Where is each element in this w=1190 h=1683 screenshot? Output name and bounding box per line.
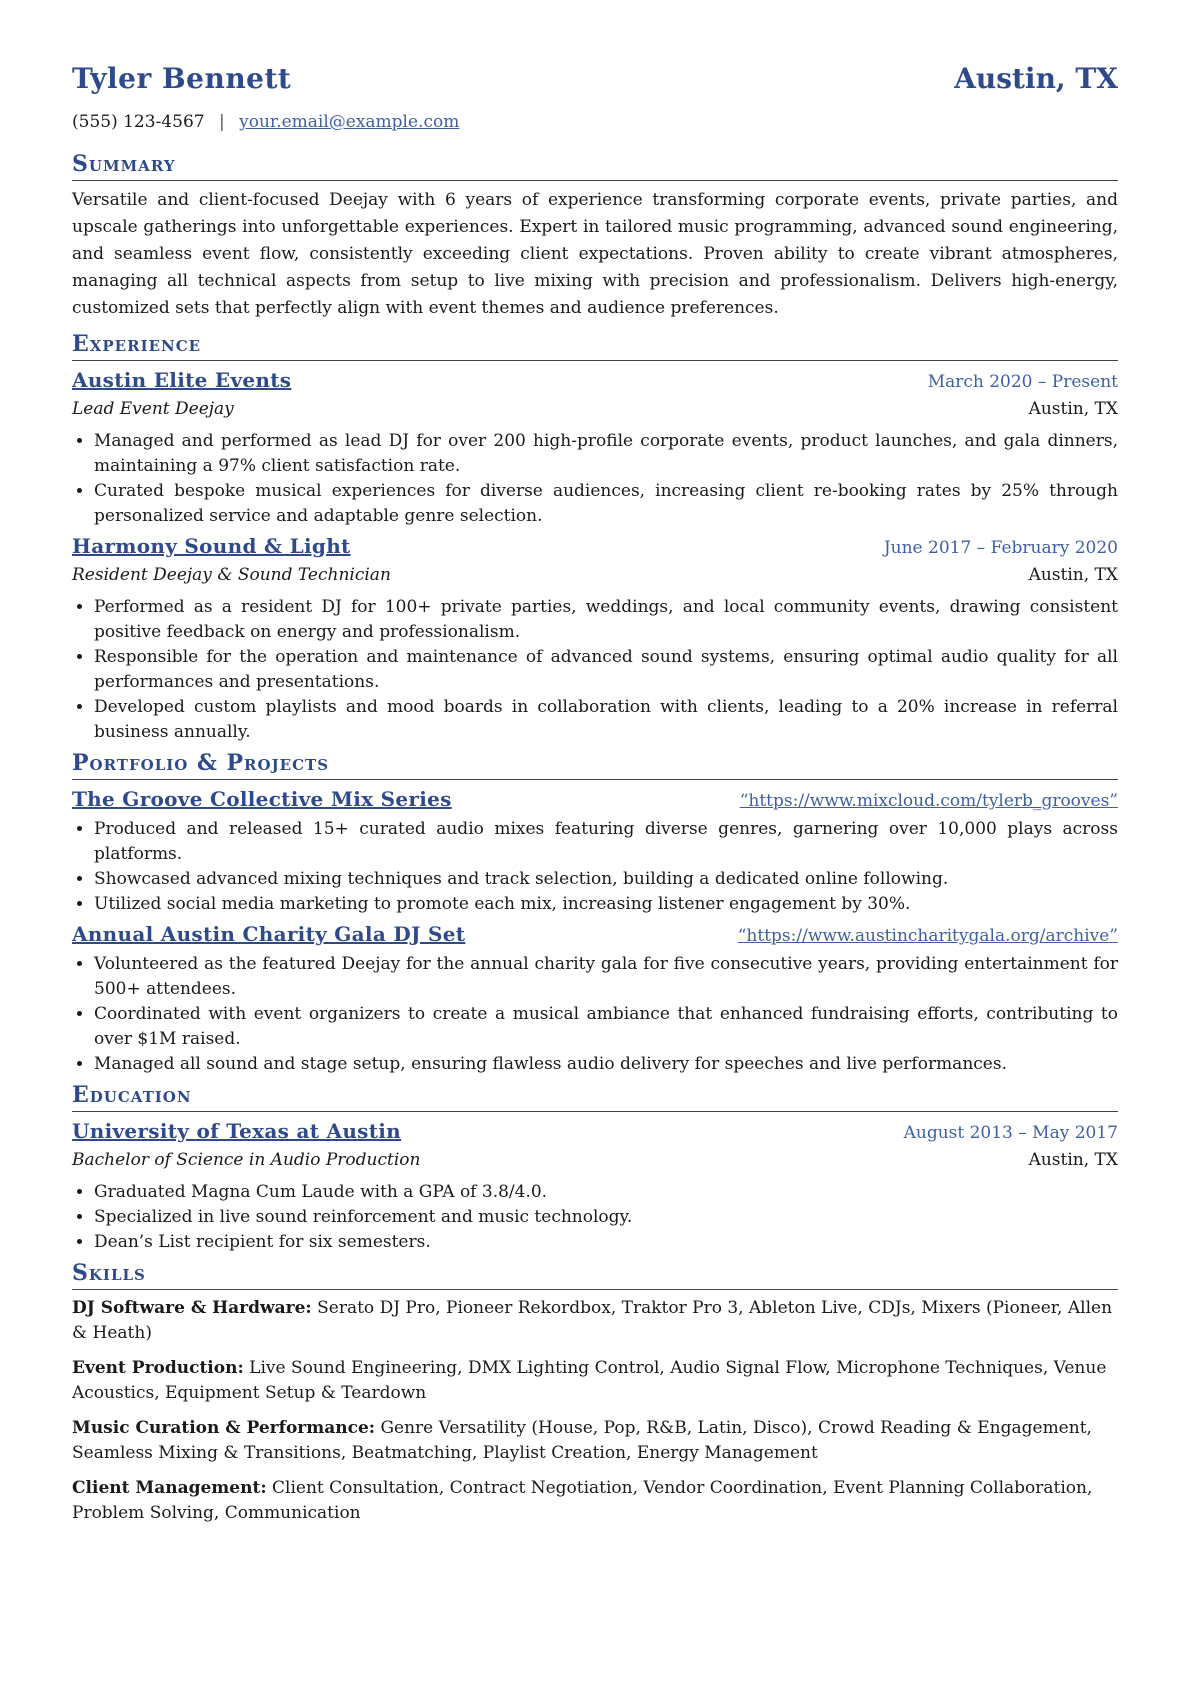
skills-section: [72, 1259, 1118, 1526]
skill-label: DJ Software & Hardware:: [72, 1298, 312, 1318]
skill-values: Serato DJ Pro, Pioneer Rekordbox, Traktor Pro 3, Ableton Live, CDJs, Mixers (Pioneer, Allen & Heath): [72, 1298, 1113, 1343]
degree: Bachelor of Science in Audio Production: [72, 1150, 421, 1170]
project-title[interactable]: The Groove Collective Mix Series: [72, 787, 452, 811]
bullet-list: [72, 952, 1118, 1077]
company-name[interactable]: Harmony Sound & Light: [72, 534, 351, 558]
resume-header: [72, 0, 1118, 150]
experience-entry: [72, 367, 1118, 529]
skill-label: Client Management:: [72, 1478, 267, 1498]
bullet-item: • Produced and released 15+ curated audio mixes featuring diverse genres, garnering over 10,000 plays across platforms.: [94, 817, 1118, 867]
education-entry: [72, 1118, 1118, 1255]
job-title: Resident Deejay & Sound Technician: [72, 565, 391, 585]
job-title: Lead Event Deejay: [72, 399, 234, 419]
job-location: Austin, TX: [1028, 565, 1118, 585]
bullet-item: • Utilized social media marketing to promote each mix, increasing listener engagement by 30%.: [94, 892, 1118, 917]
employment-dates: March 2020 – Present: [927, 372, 1118, 392]
project-link[interactable]: “https://www.mixcloud.com/tylerb_grooves”: [739, 791, 1118, 811]
bullet-item: • Dean’s List recipient for six semesters.: [94, 1230, 1118, 1255]
bullet-list: [72, 595, 1118, 745]
skill-values: Client Consultation, Contract Negotiation, Vendor Coordination, Event Planning Collaboration, Problem Solving, Communication: [72, 1478, 1093, 1523]
contact-line: [72, 112, 459, 132]
candidate-name: Tyler Bennett: [72, 62, 292, 95]
bullet-item: • Performed as a resident DJ for 100+ private parties, weddings, and local community events, drawing consistent positive feedback on energy and professionalism.: [94, 595, 1118, 645]
bullet-item: • Volunteered as the featured Deejay for the annual charity gala for five consecutive years, providing entertainment for 500+ attendees.: [94, 952, 1118, 1002]
skill-group: [72, 1356, 1118, 1406]
section-title-projects: Portfolio & Projects: [72, 749, 1118, 780]
bullet-item: • Coordinated with event organizers to create a musical ambiance that enhanced fundraising efforts, contributing to over $1M raised.: [94, 1002, 1118, 1052]
contact-separator: |: [218, 112, 225, 132]
project-title[interactable]: Annual Austin Charity Gala DJ Set: [72, 922, 466, 946]
school-name[interactable]: University of Texas at Austin: [72, 1119, 402, 1143]
skill-label: Event Production:: [72, 1358, 244, 1378]
education-dates: August 2013 – May 2017: [903, 1123, 1118, 1143]
bullet-item: • Developed custom playlists and mood boards in collaboration with clients, leading to a 20% increase in referral business annually.: [94, 695, 1118, 745]
summary-text: Versatile and client-focused Deejay with 6 years of experience transforming corporate events, private parties, and upscale gatherings into unforgettable experiences. Expert in tailored music programming, advanced sound engineering, and seamless event flow, consistently exceeding client expectations. Proven ability to create vibrant atmospheres, managing all technical aspects from setup to live mixing with precision and professionalism. Delivers high-energy, customized sets that perfectly align with event themes and audience preferences.: [72, 190, 1118, 318]
phone-number: (555) 123-4567: [72, 112, 205, 132]
section-title-summary: Summary: [72, 150, 1118, 181]
section-title-experience: Experience: [72, 330, 1118, 361]
education-section: [72, 1081, 1118, 1255]
bullet-list: [72, 1180, 1118, 1255]
school-location: Austin, TX: [1028, 1150, 1118, 1170]
employment-dates: June 2017 – February 2020: [883, 538, 1118, 558]
job-location: Austin, TX: [1028, 399, 1118, 419]
projects-section: [72, 749, 1118, 1077]
section-title-skills: Skills: [72, 1259, 1118, 1290]
project-entry: [72, 786, 1118, 917]
bullet-item: • Showcased advanced mixing techniques and track selection, building a dedicated online following.: [94, 867, 1118, 892]
bullet-item: • Specialized in live sound reinforcement and music technology.: [94, 1205, 1118, 1230]
skill-group: [72, 1476, 1118, 1526]
company-name[interactable]: Austin Elite Events: [72, 368, 292, 392]
skill-label: Music Curation & Performance:: [72, 1418, 376, 1438]
candidate-location: Austin, TX: [954, 62, 1118, 95]
bullet-item: • Managed and performed as lead DJ for over 200 high-profile corporate events, product launches, and gala dinners, maintaining a 97% client satisfaction rate.: [94, 429, 1118, 479]
skill-values: Genre Versatility (House, Pop, R&B, Latin, Disco), Crowd Reading & Engagement, Seamless Mixing & Transitions, Beatmatching, Playlist Creation, Energy Management: [72, 1418, 1092, 1463]
summary-section: [72, 150, 1118, 322]
project-link[interactable]: “https://www.austincharitygala.org/archive”: [737, 926, 1118, 946]
skill-values: Live Sound Engineering, DMX Lighting Control, Audio Signal Flow, Microphone Techniques, Venue Acoustics, Equipment Setup & Teardown: [72, 1358, 1107, 1403]
bullet-item: • Responsible for the operation and maintenance of advanced sound systems, ensuring optimal audio quality for all performances and presentations.: [94, 645, 1118, 695]
project-entry: [72, 921, 1118, 1077]
bullet-item: • Managed all sound and stage setup, ensuring flawless audio delivery for speeches and live performances.: [94, 1052, 1118, 1077]
skill-group: [72, 1296, 1118, 1346]
bullet-list: [72, 817, 1118, 917]
experience-entry: [72, 533, 1118, 745]
section-title-education: Education: [72, 1081, 1118, 1112]
bullet-list: [72, 429, 1118, 529]
experience-section: [72, 330, 1118, 745]
bullet-item: • Graduated Magna Cum Laude with a GPA of 3.8/4.0.: [94, 1180, 1118, 1205]
bullet-item: • Curated bespoke musical experiences for diverse audiences, increasing client re-booking rates by 25% through personalized service and adaptable genre selection.: [94, 479, 1118, 529]
skill-group: [72, 1416, 1118, 1466]
email-link[interactable]: your.email@example.com: [239, 112, 460, 132]
